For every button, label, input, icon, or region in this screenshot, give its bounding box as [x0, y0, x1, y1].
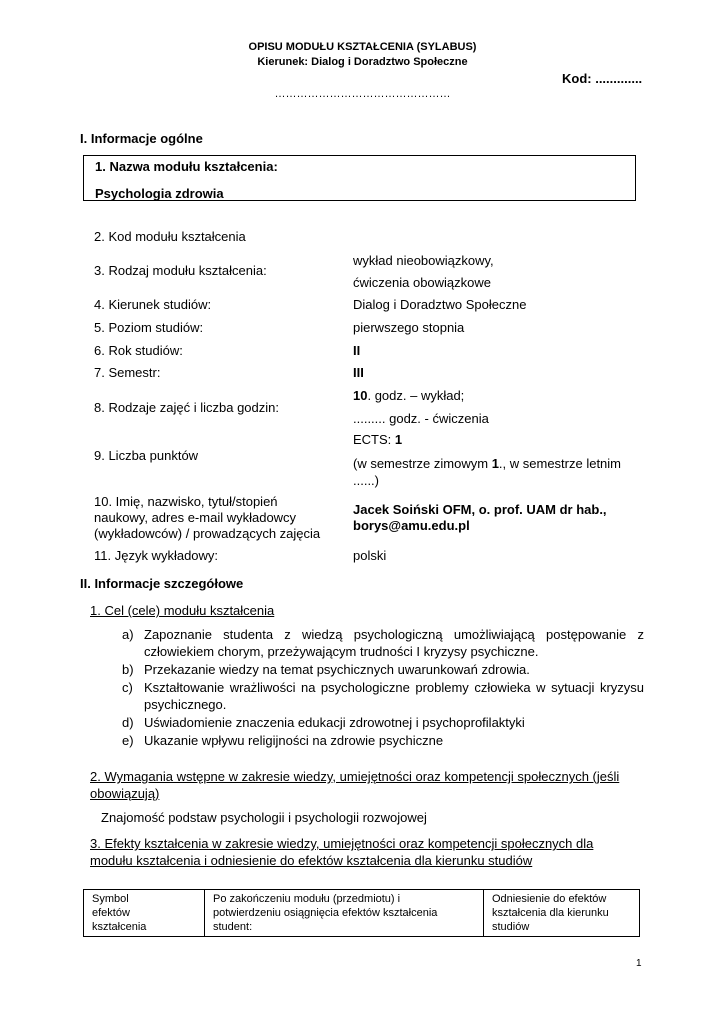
lecture-hours: 10 [353, 388, 368, 403]
cell-line: Symbol [92, 893, 129, 905]
section-details-heading: II. Informacje szczegółowe [80, 576, 244, 591]
table-header-cell [205, 890, 484, 937]
info-value: wykład nieobowiązkowy, [353, 253, 494, 268]
list-marker: b) [122, 662, 134, 677]
goal-text: Zapoznanie studenta z wiedzą psychologiczną umożliwiającą postępowanie z człowiekiem chorym, przeżywającym trudności I kryzysy psychiczne. [144, 627, 644, 659]
table-row [84, 890, 640, 937]
info-value: II [353, 343, 361, 358]
requirements-heading-line2: obowiązują) [90, 786, 160, 801]
info-value: polski [353, 548, 387, 563]
info-value: ......... godz. - ćwiczenia [353, 411, 489, 426]
list-marker: d) [122, 715, 134, 730]
cell-line: studiów [492, 921, 530, 933]
lecturer-name: Jacek Soiński OFM, o. prof. UAM dr hab., [353, 502, 607, 517]
cell-line: kształcenia dla kierunku [492, 907, 609, 919]
lecturer-email: borys@amu.edu.pl [353, 518, 470, 533]
info-label: 7. Semestr: [94, 365, 161, 380]
info-value [353, 455, 653, 472]
info-value [353, 431, 653, 448]
module-code-label: Kod: ............. [562, 71, 643, 86]
cell-line: Po zakończeniu modułu (przedmiotu) i [213, 893, 401, 905]
info-value [353, 387, 653, 404]
list-marker: a) [122, 627, 134, 642]
info-label: 5. Poziom studiów: [94, 320, 204, 335]
info-label: 2. Kod modułu kształcenia [94, 229, 246, 244]
module-name-label: 1. Nazwa modułu kształcenia: [95, 159, 278, 174]
info-value: ćwiczenia obowiązkowe [353, 275, 492, 290]
cell-line: potwierdzeniu osiągnięcia efektów kształcenia [213, 907, 438, 919]
info-label: 11. Język wykładowy: [94, 548, 219, 563]
cell-line: efektów [92, 907, 130, 919]
cell-line: student: [213, 921, 253, 933]
effects-heading-line2: modułu kształcenia i odniesienie do efektów kształcenia dla kierunku studiów [90, 853, 533, 868]
document-title: OPISU MODUŁU KSZTAŁCENIA (SYLABUS) [248, 41, 477, 53]
cell-line: Odniesienie do efektów [492, 893, 607, 905]
list-item [116, 661, 644, 678]
module-name-box [83, 155, 636, 201]
semester-value: 1 [491, 456, 499, 471]
semester-rest: ., w semestrze letnim [498, 456, 622, 471]
list-item [116, 626, 644, 660]
document-subtitle: Kierunek: Dialog i Doradztwo Społeczne [257, 56, 468, 68]
list-item [116, 679, 644, 713]
semester-prefix: (w semestrze zimowym [353, 456, 492, 471]
info-label: 3. Rodzaj modułu kształcenia: [94, 263, 267, 278]
placeholder-dots: ………………………………………… [274, 88, 451, 100]
info-label: 8. Rodzaje zajęć i liczba godzin: [94, 400, 279, 415]
info-value: ......) [353, 473, 379, 488]
ects-prefix: ECTS: [353, 432, 395, 447]
info-value: Dialog i Doradztwo Społeczne [353, 297, 527, 312]
table-header-cell [84, 890, 205, 937]
goals-heading: 1. Cel (cele) modułu kształcenia [90, 603, 275, 618]
list-marker: c) [122, 680, 133, 695]
goal-text: Uświadomienie znaczenia edukacji zdrowotnej i psychoprofilaktyki [144, 715, 525, 730]
info-label: 6. Rok studiów: [94, 343, 183, 358]
table-header-cell [484, 890, 640, 937]
info-label: 9. Liczba punktów [94, 448, 199, 463]
info-label: 4. Kierunek studiów: [94, 297, 212, 312]
list-item [116, 714, 644, 731]
goal-text: Przekazanie wiedzy na temat psychicznych uwarunkowań zdrowia. [144, 662, 530, 677]
goal-text: Ukazanie wpływu religijności na zdrowie psychiczne [144, 733, 444, 748]
requirements-heading-line1: 2. Wymagania wstępne w zakresie wiedzy, umiejętności oraz kompetencji społecznych (jeśli [90, 769, 620, 784]
lecture-hours-text: . godz. – wykład; [367, 388, 465, 403]
requirements-text: Znajomość podstaw psychologii i psychologii rozwojowej [101, 810, 427, 825]
effects-heading-line1: 3. Efekty kształcenia w zakresie wiedzy, umiejętności oraz kompetencji społecznych dla [90, 836, 594, 851]
list-marker: e) [122, 733, 134, 748]
info-label: (wykładowców) / prowadzących zajęcia [94, 526, 321, 541]
cell-line: kształcenia [92, 921, 147, 933]
goal-text: Kształtowanie wrażliwości na psychologiczne problemy człowieka w sytuacji kryzysu psychicznego. [144, 680, 644, 712]
module-name-value: Psychologia zdrowia [95, 186, 224, 201]
ects-value: 1 [394, 432, 403, 447]
section-general-heading: I. Informacje ogólne [80, 131, 203, 146]
page-number: 1 [636, 958, 642, 969]
goals-list [116, 626, 644, 750]
info-value: III [353, 365, 364, 380]
list-item [116, 732, 644, 749]
effects-table [83, 889, 640, 937]
info-label: naukowy, adres e-mail wykładowcy [94, 510, 297, 525]
info-label: 10. Imię, nazwisko, tytuł/stopień [94, 494, 278, 509]
info-value: pierwszego stopnia [353, 320, 465, 335]
